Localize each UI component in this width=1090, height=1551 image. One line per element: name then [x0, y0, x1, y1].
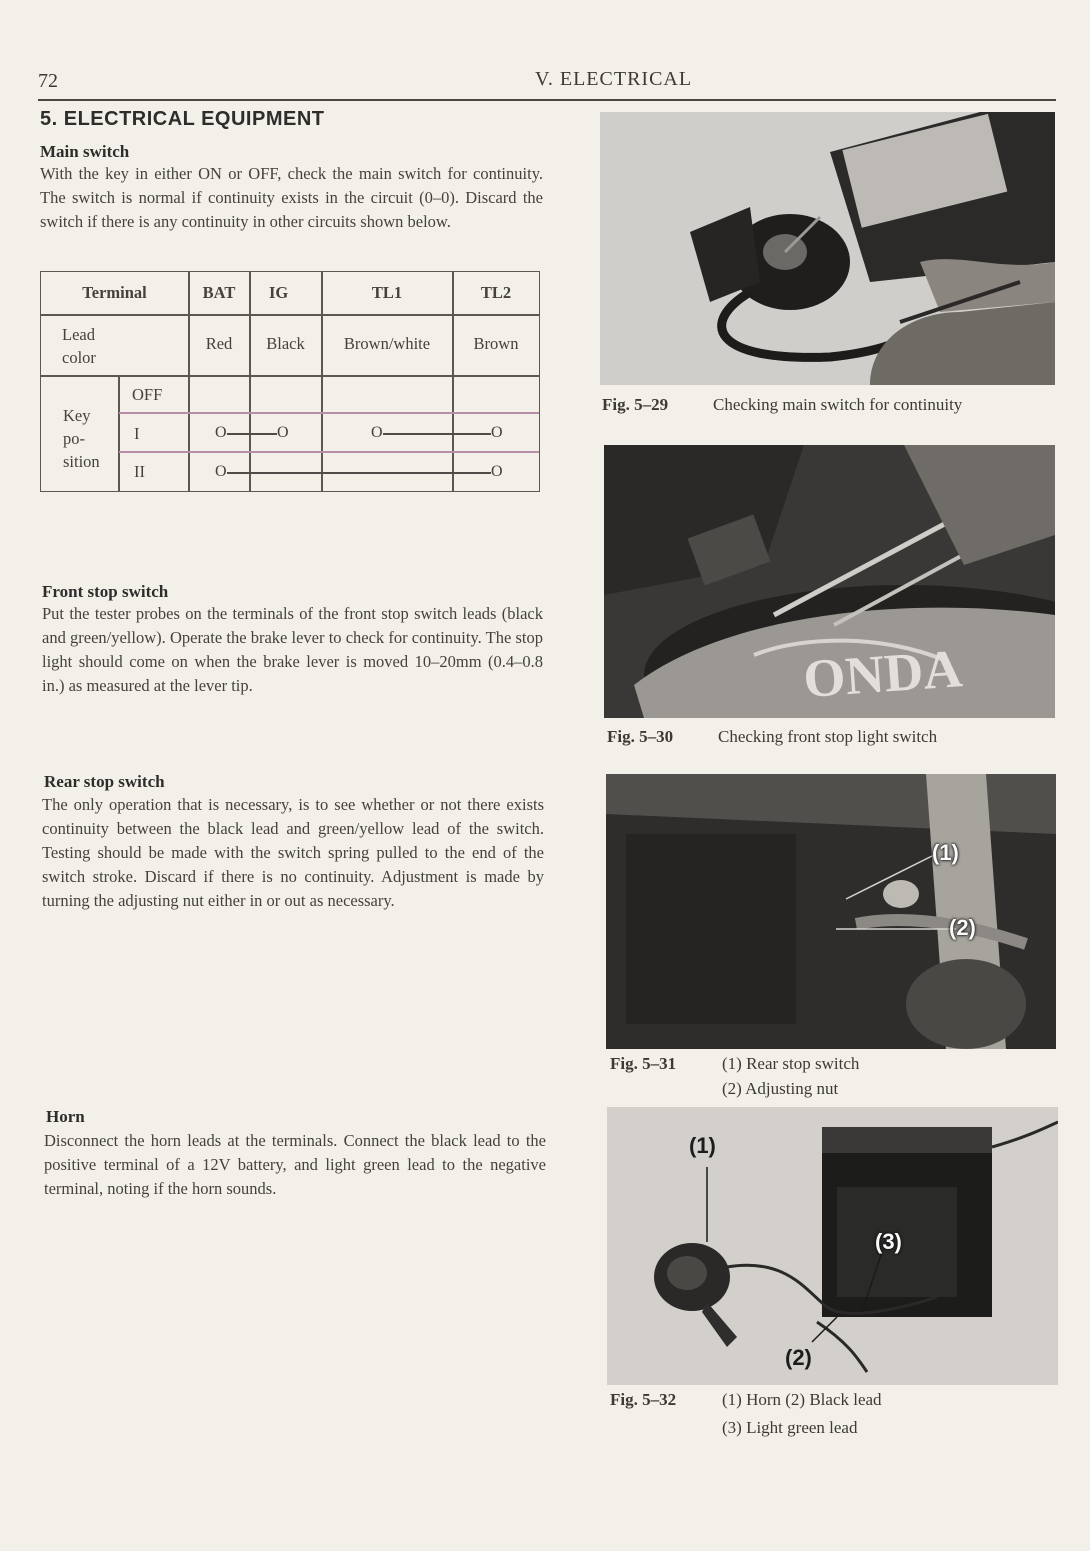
header-rule	[38, 99, 1056, 101]
section-title: 5. ELECTRICAL EQUIPMENT	[40, 108, 325, 130]
header-terminal: Terminal	[82, 283, 147, 302]
horn-text: Disconnect the horn leads at the terminals. Connect the black lead to the positive terminal of a 12V battery, and light green lead to the negative terminal, noting if the horn sounds.	[44, 1131, 546, 1198]
main-switch-heading: Main switch	[40, 142, 130, 161]
conn-i-bat: O	[215, 424, 227, 441]
header-bat: BAT	[202, 283, 236, 302]
running-head: V. ELECTRICAL	[535, 68, 693, 90]
position-ii: II	[134, 462, 145, 481]
fig-5-29-number: Fig. 5–29	[602, 395, 669, 414]
lead-tl1: Brown/white	[343, 334, 431, 353]
conn-i-tl1: O	[371, 424, 383, 441]
fig-5-31-photo	[606, 774, 1056, 1049]
lead-bat: Red	[205, 334, 233, 353]
fig-5-30-number: Fig. 5–30	[607, 727, 674, 746]
conn-ii-bat-tl2-line	[227, 472, 491, 474]
fig-5-32-photo	[607, 1107, 1058, 1385]
rear-stop-text: The only operation that is necessary, is to see whether or not there exists continuity between the black lead and green/yellow lead of the switch. Testing should be made with the switch spring pulled to the end of the switch stroke. Discard if there is no continuity. Adjustment is made by turning the adjusting nut either in or out as necessary.	[42, 795, 544, 910]
fig-5-31-item-1: (1) Rear stop switch	[722, 1054, 860, 1073]
header-ig: IG	[269, 283, 289, 302]
conn-ii-tl2: O	[491, 463, 503, 480]
fig-5-32-callout-2: (2)	[785, 1345, 812, 1370]
honda-logo-text: ONDA	[801, 638, 965, 710]
fig-5-32-number: Fig. 5–32	[610, 1390, 677, 1409]
fig-5-32-callout-1: (1)	[689, 1133, 716, 1158]
conn-i-tl2: O	[491, 424, 503, 441]
key-position-label: Key po- sition	[63, 406, 100, 471]
fig-5-29-caption: Checking main switch for continuity	[713, 395, 963, 414]
page-number: 72	[38, 70, 58, 92]
fig-5-31-number: Fig. 5–31	[610, 1054, 677, 1073]
header-tl1: TL1	[371, 283, 403, 302]
lead-tl2: Brown	[473, 334, 519, 353]
horn-heading: Horn	[46, 1107, 85, 1126]
header-tl2: TL2	[480, 283, 512, 302]
fig-5-32-item-2: (3) Light green lead	[722, 1418, 858, 1437]
fig-5-31-callout-1: (1)	[932, 840, 959, 865]
fig-5-29-photo	[600, 112, 1055, 385]
conn-i-tl1-tl2-line	[383, 433, 491, 435]
fig-5-30-caption: Checking front stop light switch	[718, 727, 938, 746]
position-off: OFF	[132, 385, 163, 404]
front-stop-heading: Front stop switch	[42, 582, 169, 601]
rear-stop-heading: Rear stop switch	[44, 772, 165, 791]
main-switch-text: With the key in either ON or OFF, check the main switch for continuity. The switch is normal if continuity exists in the circuit (0–0). Discard the switch if there is any continuity in other circuits shown below.	[40, 164, 543, 231]
conn-i-ig: O	[277, 424, 289, 441]
fig-5-32-item-1: (1) Horn (2) Black lead	[722, 1390, 882, 1409]
position-i: I	[134, 424, 140, 443]
conn-i-bat-ig-line	[227, 433, 277, 435]
fig-5-31-item-2: (2) Adjusting nut	[722, 1079, 839, 1098]
lead-color-label: Lead color	[62, 325, 96, 367]
conn-ii-bat: O	[215, 463, 227, 480]
front-stop-text: Put the tester probes on the terminals of the front stop switch leads (black and green/yellow). Operate the brake lever to check for continuity. The stop light should come on when the brake lever is moved 10–20mm (0.4–0.8 in.) as measured at the lever tip.	[42, 604, 543, 695]
continuity-table	[40, 271, 540, 492]
fig-5-30-photo	[604, 445, 1055, 718]
fig-5-31-callout-2: (2)	[949, 915, 976, 940]
lead-ig: Black	[266, 334, 305, 353]
fig-5-32-callout-3: (3)	[875, 1229, 902, 1254]
